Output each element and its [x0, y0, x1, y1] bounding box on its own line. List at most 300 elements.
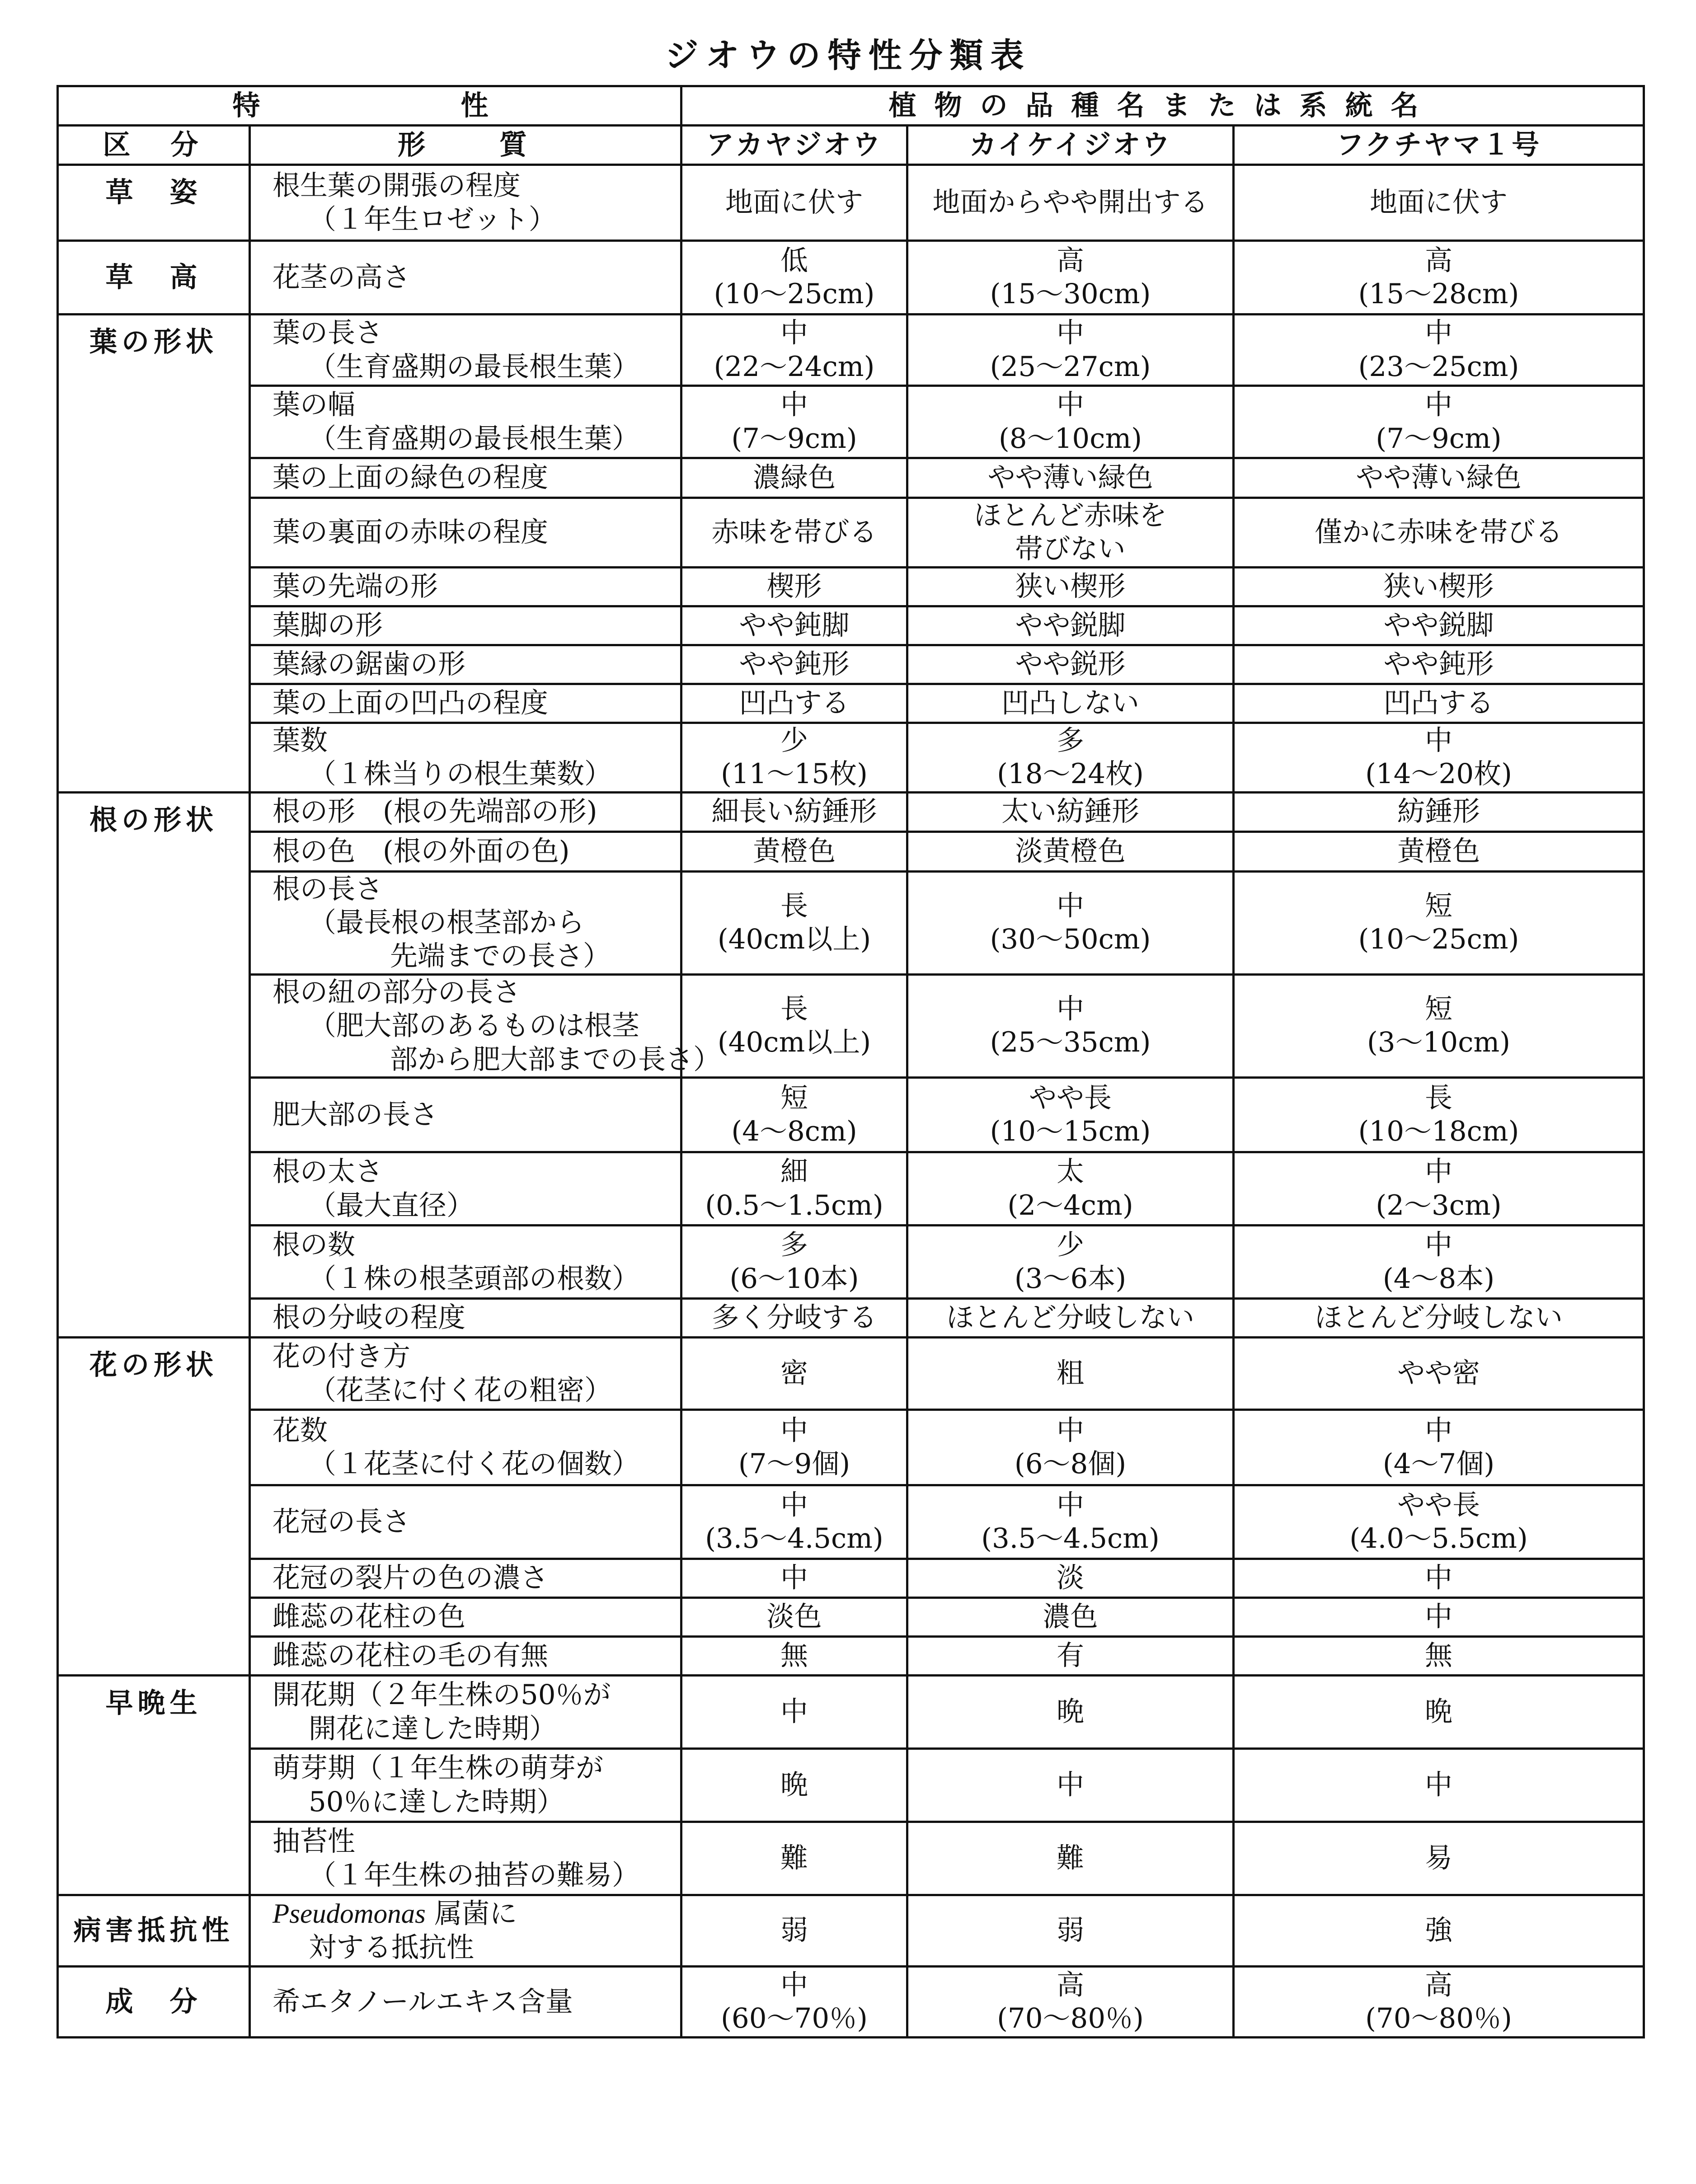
trait-line: 抽苔性 [272, 1825, 356, 1858]
trait-line: 根生葉の開張の程度 [272, 169, 521, 202]
trait-line: 葉縁の鋸歯の形 [272, 648, 466, 681]
table-row [58, 1152, 1644, 1226]
value-line: (25～35cm) [990, 1026, 1151, 1059]
trait-line: 葉の幅 [272, 389, 356, 421]
value-cell [907, 567, 1234, 606]
value-cell [681, 1676, 907, 1749]
table-row [58, 1749, 1644, 1822]
value-cell [681, 1410, 907, 1485]
trait-line: 根の色 (根の外面の色) [272, 835, 570, 867]
trait-line: 雌蕊の花柱の毛の有無 [272, 1639, 549, 1672]
value-cell [1234, 1559, 1644, 1598]
table-row [58, 567, 1644, 606]
value-line: 中 [780, 1968, 808, 2001]
trait-cell [250, 1338, 681, 1410]
value-line: (10～25cm) [1358, 923, 1519, 956]
variety-header: アカヤジオウ [681, 126, 907, 165]
trait-line: （１株の根茎頭部の根数） [309, 1262, 640, 1295]
value-line: 短 [780, 1081, 808, 1114]
value-line: 中 [780, 317, 808, 349]
table-row [58, 974, 1644, 1077]
value-cell [681, 1895, 907, 1967]
table-row [58, 723, 1644, 792]
value-cell [681, 498, 907, 568]
value-line: 弱 [780, 1914, 808, 1947]
value-line: 中 [1057, 1414, 1085, 1447]
value-line: 粗 [1057, 1357, 1085, 1390]
value-line: (2～4cm) [1007, 1189, 1133, 1221]
variety-header: フクチヤマ１号 [1234, 126, 1644, 165]
trait-line: 葉の上面の緑色の程度 [272, 461, 549, 494]
value-line: 少 [780, 724, 808, 756]
value-cell [907, 1895, 1234, 1967]
value-line: (11～15枚) [721, 758, 868, 790]
trait-cell [250, 567, 681, 606]
value-cell [1234, 458, 1644, 498]
value-line: 淡色 [766, 1601, 822, 1633]
value-cell [907, 1598, 1234, 1637]
category-cell: 草 高 [58, 241, 250, 315]
trait-line: 花数 [272, 1414, 328, 1447]
trait-line: 葉脚の形 [272, 609, 383, 642]
value-line: (40cm以上) [717, 923, 871, 956]
value-line: 帯びない [1015, 533, 1126, 565]
trait-cell [250, 165, 681, 241]
value-cell [1234, 315, 1644, 386]
value-line: 黄橙色 [1397, 835, 1480, 867]
value-line: (7～9cm) [731, 422, 857, 455]
value-line: やや鈍脚 [739, 609, 850, 642]
trait-line: 根の紐の部分の長さ [272, 976, 521, 1008]
value-cell [1234, 831, 1644, 871]
value-line: 長 [780, 993, 808, 1025]
trait-cell [250, 241, 681, 315]
trait-line: （最長根の根茎部から [309, 906, 585, 939]
value-line: 中 [1425, 1229, 1453, 1261]
value-line: 中 [1057, 889, 1085, 922]
value-cell [907, 241, 1234, 315]
value-cell [1234, 1967, 1644, 2038]
value-line: 中 [1425, 389, 1453, 421]
value-cell [907, 684, 1234, 723]
value-line: (70～80％) [1365, 2002, 1512, 2035]
value-line: (4～8cm) [731, 1115, 857, 1148]
value-line: やや薄い緑色 [1356, 461, 1522, 494]
value-line: 長 [780, 889, 808, 922]
value-cell [681, 1078, 907, 1152]
table-row [58, 645, 1644, 684]
trait-cell [250, 498, 681, 568]
value-cell [681, 567, 907, 606]
value-line: 中 [1057, 317, 1085, 349]
trait-cell [250, 1598, 681, 1637]
value-cell [907, 871, 1234, 974]
value-line: 高 [1425, 1968, 1453, 2001]
category-cell: 草 姿 [58, 165, 250, 241]
table-row [58, 1559, 1644, 1598]
category-cell: 成 分 [58, 1967, 250, 2038]
trait-line: 部から肥大部までの長さ） [390, 1043, 721, 1076]
value-cell [907, 1152, 1234, 1226]
trait-line: （１年生ロゼット） [309, 203, 556, 235]
value-line: 多 [780, 1229, 808, 1261]
trait-cell [250, 792, 681, 831]
table-row [58, 1078, 1644, 1152]
value-cell [1234, 1637, 1644, 1676]
value-cell [681, 1338, 907, 1410]
value-cell [907, 1967, 1234, 2038]
table-row [58, 831, 1644, 871]
characteristics-table [56, 85, 1645, 2038]
trait-cell [250, 684, 681, 723]
value-line: 無 [780, 1639, 808, 1672]
trait-cell [250, 723, 681, 792]
trait-cell [250, 645, 681, 684]
trait-cell [250, 1676, 681, 1749]
trait-line: 根の長さ [272, 873, 383, 905]
value-cell [1234, 1485, 1644, 1559]
value-line: (10～25cm) [714, 278, 875, 310]
trait-line: 葉の上面の凹凸の程度 [272, 687, 549, 719]
value-line: 地面に伏す [1370, 186, 1508, 219]
value-line: 晩 [1425, 1696, 1453, 1728]
value-line: 中 [1057, 993, 1085, 1025]
trait-cell [250, 1078, 681, 1152]
trait-line: 肥大部の長さ [272, 1098, 438, 1131]
value-cell [1234, 606, 1644, 645]
value-line: (4～8本) [1382, 1262, 1495, 1295]
value-line: 多く分岐する [711, 1301, 877, 1334]
value-cell [681, 871, 907, 974]
value-line: (15～28cm) [1358, 278, 1519, 310]
trait-line: 希エタノールエキス含量 [272, 1985, 573, 2018]
value-cell [907, 1485, 1234, 1559]
value-cell [1234, 1226, 1644, 1299]
value-line: 僅かに赤味を帯びる [1315, 516, 1563, 549]
value-cell [1234, 1895, 1644, 1967]
value-line: 中 [1425, 1562, 1453, 1594]
value-cell [907, 606, 1234, 645]
value-line: やや鈍形 [1383, 648, 1494, 681]
value-cell [907, 1338, 1234, 1410]
value-line: 凹凸しない [1001, 687, 1140, 719]
value-cell [681, 1967, 907, 2038]
header-row-sub [58, 126, 1644, 165]
value-line: (10～15cm) [990, 1115, 1151, 1148]
value-cell [1234, 1299, 1644, 1338]
value-line: (70～80％) [997, 2002, 1144, 2035]
value-line: (25～27cm) [990, 350, 1151, 383]
value-cell [1234, 684, 1644, 723]
table-row [58, 498, 1644, 568]
plant-names-header: 植物の品種名または系統名 [681, 86, 1644, 126]
value-line: (7～9cm) [1376, 422, 1502, 455]
value-line: 多 [1057, 724, 1085, 756]
value-cell [681, 1822, 907, 1895]
value-line: 太 [1057, 1155, 1085, 1188]
value-line: 中 [1425, 724, 1453, 756]
value-line: (10～18cm) [1358, 1115, 1519, 1148]
table-row [58, 606, 1644, 645]
trait-line: 葉の裏面の赤味の程度 [272, 516, 549, 549]
value-line: 中 [780, 1696, 808, 1728]
table-row [58, 241, 1644, 315]
value-cell [1234, 386, 1644, 458]
value-line: 濃緑色 [753, 461, 836, 494]
value-cell [907, 723, 1234, 792]
value-line: ほとんど赤味を [974, 499, 1167, 531]
trait-line: 葉数 [272, 724, 328, 756]
value-cell [907, 1559, 1234, 1598]
header-row-top [58, 86, 1644, 126]
value-cell [907, 1226, 1234, 1299]
value-line: 晩 [1057, 1696, 1085, 1728]
value-line: (6～8個) [1014, 1448, 1127, 1480]
table-row [58, 792, 1644, 831]
value-line: 少 [1057, 1229, 1085, 1261]
value-cell [907, 645, 1234, 684]
value-cell [681, 315, 907, 386]
trait-line: 葉の先端の形 [272, 570, 438, 603]
value-line: (3.5～4.5cm) [981, 1522, 1160, 1555]
value-cell [1234, 974, 1644, 1077]
value-cell [1234, 1676, 1644, 1749]
value-line: 中 [1057, 389, 1085, 421]
value-cell [1234, 1078, 1644, 1152]
value-cell [1234, 1749, 1644, 1822]
value-line: 紡錘形 [1397, 795, 1480, 828]
characteristic-header: 特 性 [58, 86, 681, 126]
value-line: ほとんど分岐しない [1315, 1301, 1563, 1334]
trait-cell [250, 315, 681, 386]
table-row [58, 1598, 1644, 1637]
value-cell [907, 1749, 1234, 1822]
value-line: 無 [1425, 1639, 1453, 1672]
table-row [58, 386, 1644, 458]
value-line: 中 [780, 1414, 808, 1447]
value-line: 狭い楔形 [1383, 570, 1494, 603]
value-line: (2～3cm) [1376, 1189, 1502, 1221]
table-row [58, 458, 1644, 498]
document-title: ジオウの特性分類表 [665, 36, 1031, 75]
table-row [58, 1822, 1644, 1895]
value-cell [907, 831, 1234, 871]
value-line: (60～70％) [721, 2002, 868, 2035]
trait-cell [250, 974, 721, 1077]
table-row [58, 1967, 1644, 2038]
value-cell [907, 498, 1234, 568]
value-cell [907, 974, 1234, 1077]
value-line: 難 [1057, 1842, 1085, 1874]
value-line: (6～10本) [729, 1262, 859, 1295]
value-cell [907, 1676, 1234, 1749]
value-cell [681, 1598, 907, 1637]
value-cell [681, 1637, 907, 1676]
table-row [58, 315, 1644, 386]
value-cell [1234, 1338, 1644, 1410]
value-line: (7～9個) [738, 1448, 850, 1480]
value-line: (3～10cm) [1367, 1026, 1511, 1059]
value-line: 中 [1057, 1769, 1085, 1801]
trait-line: 根の形 (根の先端部の形) [272, 795, 597, 828]
trait-line: 対する抵抗性 [309, 1931, 475, 1964]
value-line: 黄橙色 [753, 835, 836, 867]
value-line: 細長い紡錘形 [711, 795, 877, 828]
value-line: 強 [1425, 1914, 1453, 1947]
value-line: 中 [1057, 1489, 1085, 1521]
value-cell [907, 386, 1234, 458]
trait-line [272, 1897, 680, 1931]
value-line: 高 [1057, 1968, 1085, 2001]
value-cell [681, 684, 907, 723]
trait-cell [250, 458, 681, 498]
value-line: (15～30cm) [990, 278, 1151, 310]
variety-header: カイケイジオウ [907, 126, 1234, 165]
value-cell [681, 1559, 907, 1598]
trait-cell [250, 1226, 681, 1299]
value-line: やや鋭形 [1015, 648, 1126, 681]
trait-line: 根の分岐の程度 [272, 1301, 466, 1334]
value-line: (23～25cm) [1358, 350, 1519, 383]
value-line: 密 [780, 1357, 808, 1390]
value-line: (40cm以上) [717, 1026, 871, 1059]
trait-line: （１年生株の抽苔の難易） [309, 1859, 640, 1891]
value-cell [681, 165, 907, 241]
value-line: (22～24cm) [714, 350, 875, 383]
value-cell [681, 1485, 907, 1559]
value-cell [681, 645, 907, 684]
value-line: 低 [780, 244, 808, 277]
value-line: やや鋭脚 [1015, 609, 1126, 642]
value-line: 中 [1425, 1155, 1453, 1188]
value-line: 楔形 [766, 570, 822, 603]
value-cell [681, 1152, 907, 1226]
trait-line: 花の付き方 [272, 1340, 411, 1373]
trait-line: （花茎に付く花の粗密） [309, 1374, 612, 1406]
trait-line: 萌芽期（１年生株の萌芽が [272, 1752, 604, 1785]
category-cell: 早晩生 [58, 1676, 250, 1895]
value-line: 難 [780, 1842, 808, 1874]
value-line: 淡黄橙色 [1015, 835, 1126, 867]
category-cell: 葉の形状 [58, 315, 250, 793]
value-line: 中 [1425, 1769, 1453, 1801]
value-cell [907, 1078, 1234, 1152]
trait-line: 葉の長さ [272, 317, 383, 349]
value-cell [1234, 723, 1644, 792]
value-cell [681, 1226, 907, 1299]
trait-cell [250, 1895, 681, 1967]
value-cell [681, 831, 907, 871]
value-cell [1234, 1822, 1644, 1895]
value-line: (3～6本) [1014, 1262, 1127, 1295]
value-line: 短 [1425, 889, 1453, 922]
table-row [58, 1676, 1644, 1749]
trait-line: （肥大部のあるものは根茎 [309, 1010, 640, 1042]
value-cell [907, 1637, 1234, 1676]
trait-text: 属菌に [425, 1897, 517, 1930]
category-cell: 根の形状 [58, 792, 250, 1337]
value-line: やや薄い緑色 [987, 461, 1153, 494]
trait-cell [250, 386, 681, 458]
value-line: 中 [1425, 1601, 1453, 1633]
trait-cell [250, 1152, 681, 1226]
value-line: やや鋭脚 [1383, 609, 1494, 642]
value-line: (4.0～5.5cm) [1349, 1522, 1528, 1555]
value-line: 凹凸する [739, 687, 850, 719]
value-cell [681, 241, 907, 315]
trait-line: （１株当りの根生葉数） [309, 758, 612, 790]
value-line: 太い紡錘形 [1001, 795, 1140, 828]
trait-line: 開花期（２年生株の50％が [272, 1679, 611, 1711]
trait-cell [250, 1967, 681, 2038]
value-line: 中 [1425, 317, 1453, 349]
value-line: 中 [780, 1562, 808, 1594]
value-cell [1234, 1598, 1644, 1637]
table-row [58, 1299, 1644, 1338]
table-row [58, 1485, 1644, 1559]
value-line: 長 [1425, 1081, 1453, 1114]
table-row [58, 1338, 1644, 1410]
trait-cell [250, 871, 681, 974]
value-line: 晩 [780, 1769, 808, 1801]
value-cell [1234, 165, 1644, 241]
trait-line: 花冠の裂片の色の濃さ [272, 1562, 549, 1594]
value-cell [1234, 792, 1644, 831]
value-line: 狭い楔形 [1015, 570, 1126, 603]
value-cell [907, 458, 1234, 498]
trait-cell [250, 1637, 681, 1676]
value-line: 濃色 [1043, 1601, 1098, 1633]
trait-line: （生育盛期の最長根生葉） [309, 350, 640, 383]
category-cell: 病害抵抗性 [58, 1895, 250, 1967]
value-line: 短 [1425, 993, 1453, 1025]
trait-cell [250, 1410, 681, 1485]
trait-cell [250, 1749, 681, 1822]
trait-line: （最大直径） [309, 1189, 475, 1221]
trait-line: 根の数 [272, 1229, 356, 1261]
value-cell [1234, 1410, 1644, 1485]
value-line: 淡 [1057, 1562, 1085, 1594]
value-line: 中 [780, 389, 808, 421]
value-line: 有 [1057, 1639, 1085, 1672]
value-cell [907, 165, 1234, 241]
trait-cell [250, 1485, 681, 1559]
trait-cell [250, 606, 681, 645]
value-line: やや密 [1397, 1357, 1480, 1390]
table-row [58, 1637, 1644, 1676]
value-cell [907, 1822, 1234, 1895]
trait-scientific-name: Pseudomonas [272, 1898, 426, 1929]
value-line: 中 [1425, 1414, 1453, 1447]
value-line: 赤味を帯びる [711, 516, 877, 549]
table-row [58, 1226, 1644, 1299]
trait-line: （１花茎に付く花の個数） [309, 1448, 640, 1480]
value-line: 弱 [1057, 1914, 1085, 1947]
value-line: 地面に伏す [725, 186, 864, 219]
table-row [58, 165, 1644, 241]
value-line: (0.5～1.5cm) [705, 1189, 883, 1221]
value-line: 凹凸する [1383, 687, 1494, 719]
trait-line: 50％に達した時期） [309, 1785, 564, 1818]
value-cell [1234, 567, 1644, 606]
trait-cell [250, 1299, 681, 1338]
value-cell [681, 1749, 907, 1822]
trait-cell [250, 1822, 681, 1895]
category-cell: 花の形状 [58, 1338, 250, 1676]
table-row [58, 1410, 1644, 1485]
trait-line: 根の太さ [272, 1155, 383, 1188]
value-cell [1234, 498, 1644, 568]
